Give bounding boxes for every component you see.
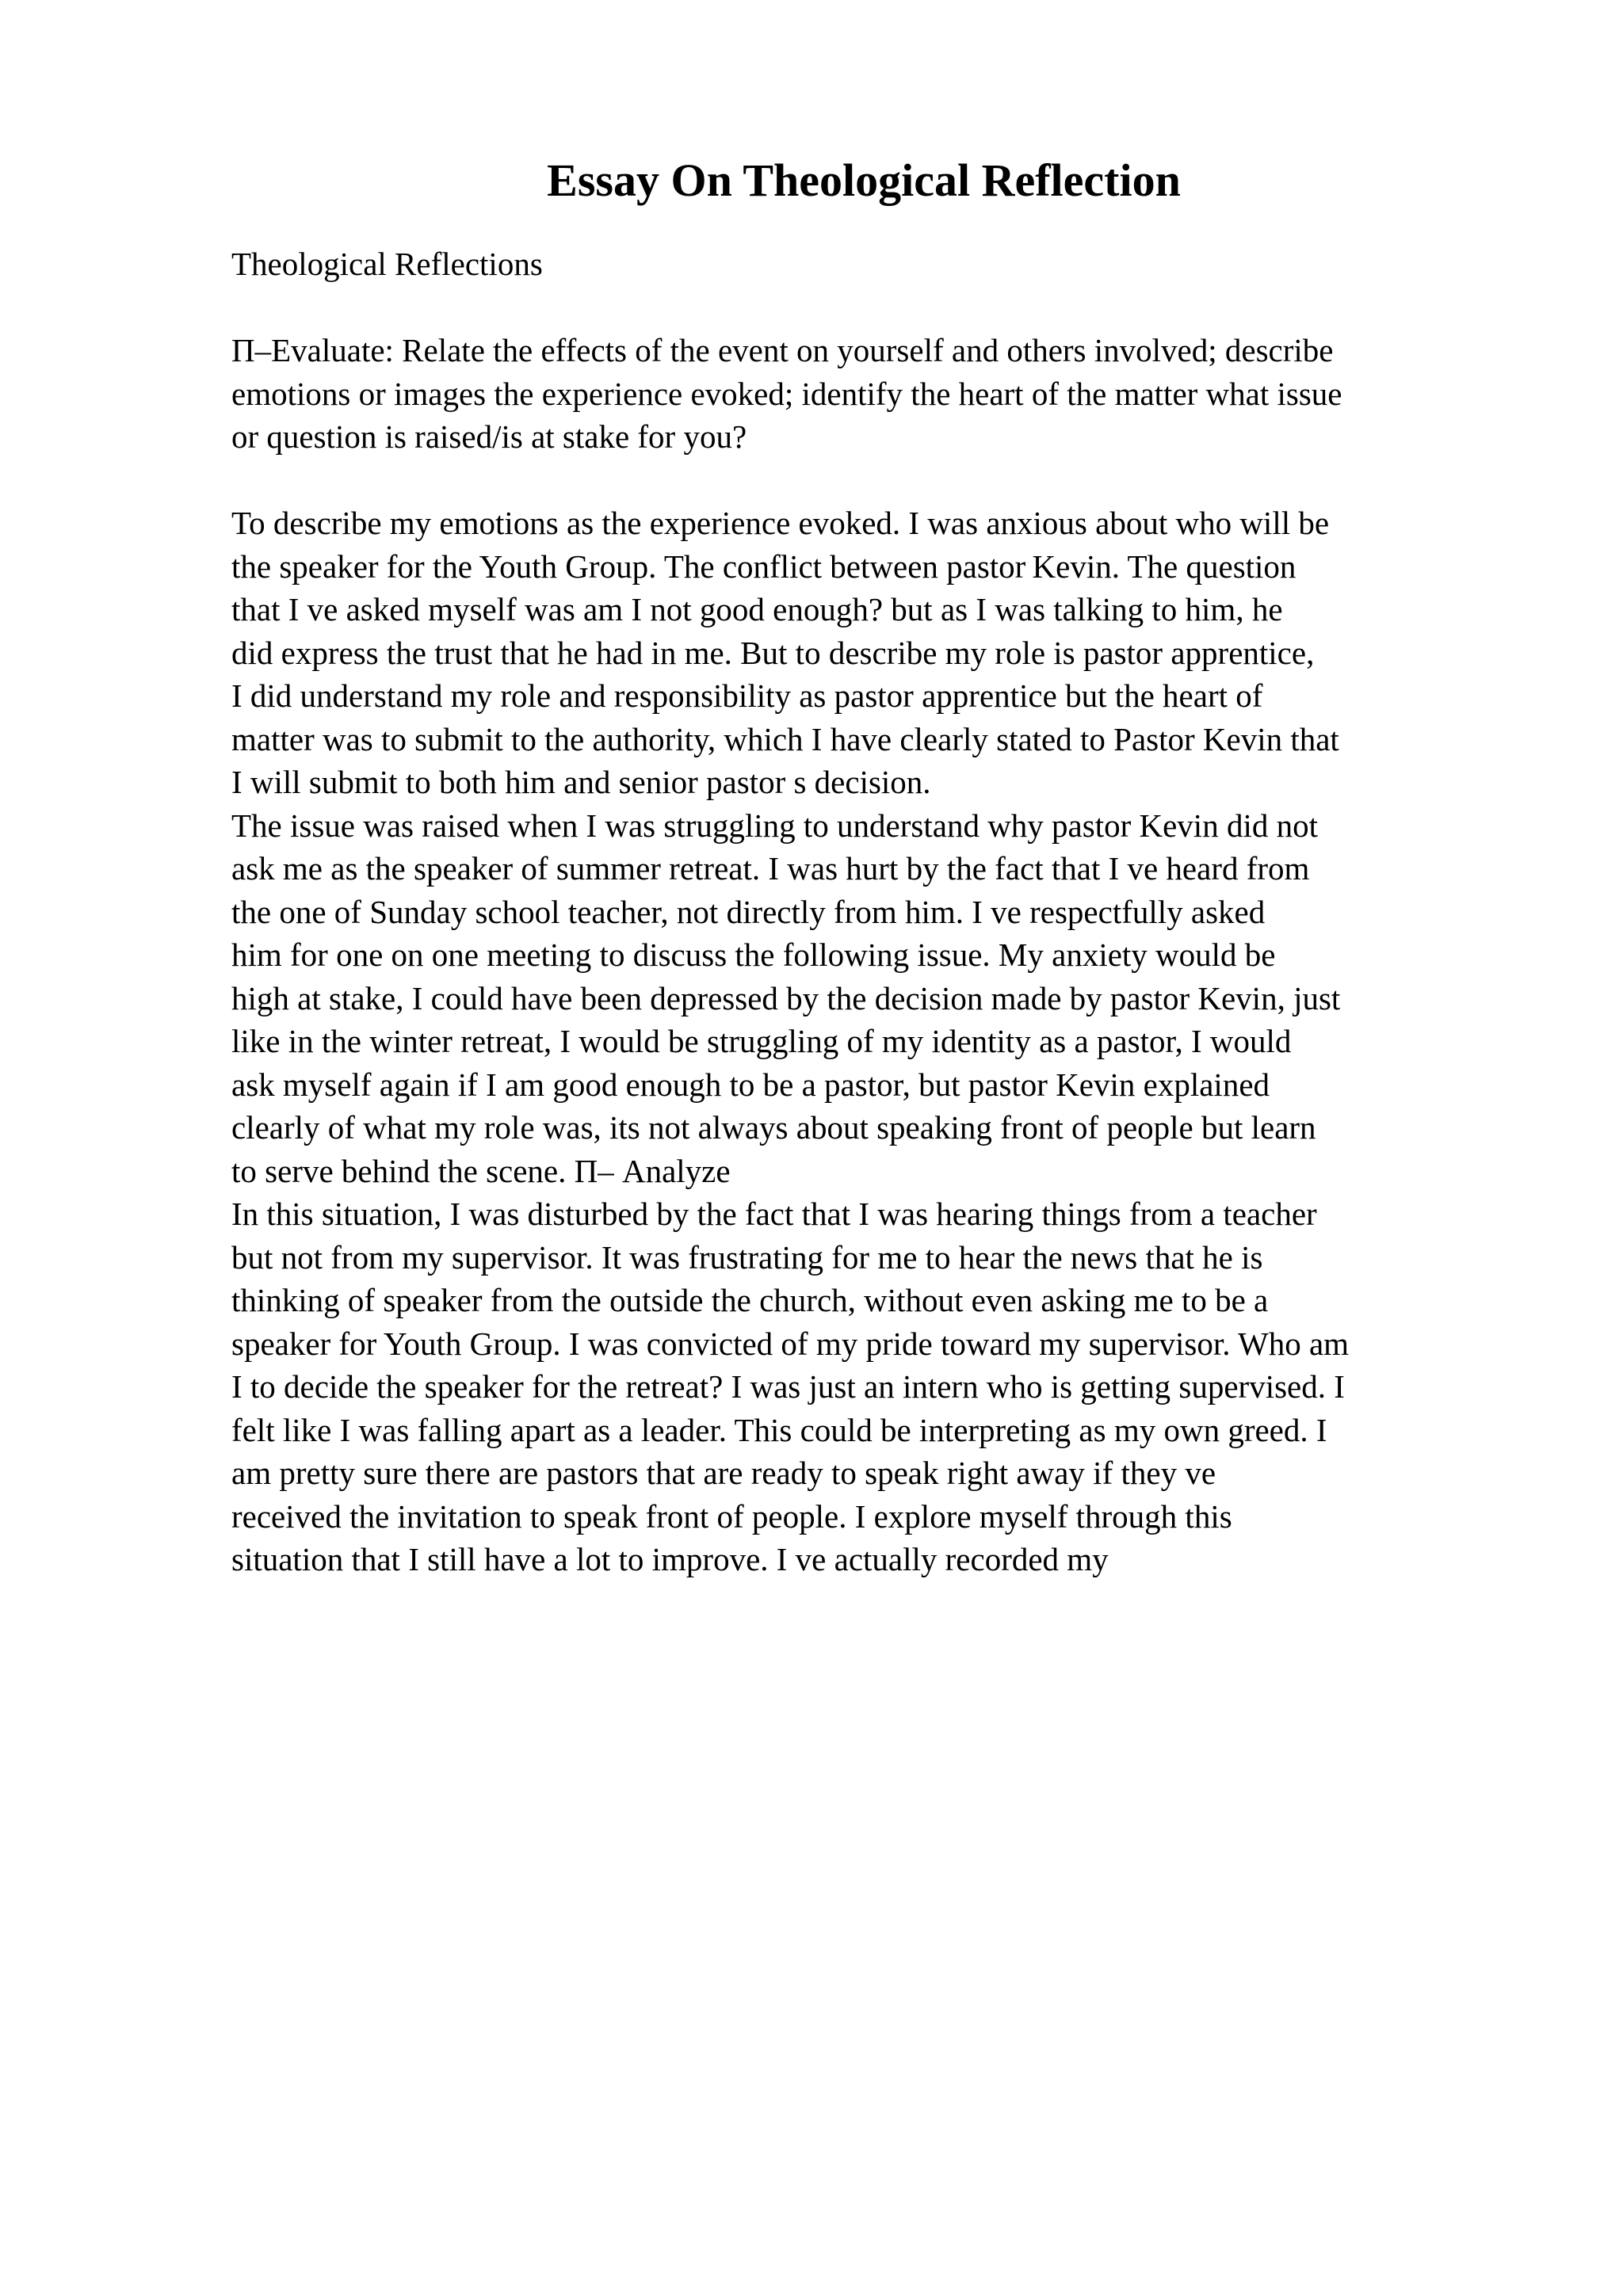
text-line: high at stake, I could have been depressed by the decision made by pastor Kevin, just (231, 979, 1341, 1016)
text-line: or question is raised/is at stake for you? (231, 418, 747, 455)
text-line: speaker for Youth Group. I was convicted of my pride toward my supervisor. Who am (231, 1325, 1350, 1362)
text-line: Π–Evaluate: Relate the effects of the event on yourself and others involved; describe (231, 332, 1334, 368)
text-line: but not from my supervisor. It was frustrating for me to hear the news that he is (231, 1238, 1263, 1276)
text-line: did express the trust that he had in me. But to describe my role is pastor apprentice, (231, 634, 1315, 671)
paragraph-3 (231, 1192, 1623, 1581)
text-line: the one of Sunday school teacher, not directly from him. I ve respectfully asked (231, 893, 1266, 930)
text-line: I to decide the speaker for the retreat? I was just an intern who is getting supervised. I (231, 1368, 1345, 1405)
text-line: like in the winter retreat, I would be struggling of my identity as a pastor, I would (231, 1023, 1292, 1059)
text-line: To describe my emotions as the experience evoked. I was anxious about who will be (231, 505, 1330, 541)
text-line: felt like I was falling apart as a leader. This could be interpreting as my own greed. I (231, 1411, 1327, 1448)
text-line: matter was to submit to the authority, which I have clearly stated to Pastor Kevin that (231, 720, 1339, 757)
text-line: I did understand my role and responsibility as pastor apprentice but the heart of (231, 677, 1263, 714)
text-line: the speaker for the Youth Group. The conflict between pastor Kevin. The question (231, 547, 1296, 585)
text-line: emotions or images the experience evoked; identify the heart of the matter what issue (231, 375, 1342, 412)
section-heading: Theological Reflections (231, 246, 543, 282)
text-line: received the invitation to speak front of people. I explore myself through this (231, 1497, 1232, 1535)
text-line: I will submit to both him and senior pastor s decision. (231, 764, 931, 800)
document-body (231, 242, 1623, 1581)
paragraph-spacer (231, 286, 1623, 330)
paragraph-1 (231, 502, 1623, 804)
text-line: am pretty sure there are pastors that are ready to speak right away if they ve (231, 1455, 1216, 1491)
paragraph-2 (231, 804, 1623, 1193)
text-line: The issue was raised when I was struggling to understand why pastor Kevin did not (231, 807, 1318, 844)
text-line: ask myself again if I am good enough to be a pastor, but pastor Kevin explained (231, 1066, 1270, 1103)
paragraph-spacer (231, 459, 1623, 502)
text-line: to serve behind the scene. Π– Analyze (231, 1152, 731, 1189)
text-line: situation that I still have a lot to improve. I ve actually recorded my (231, 1541, 1109, 1577)
document-title: Essay On Theological Reflection (547, 154, 1181, 206)
text-line: thinking of speaker from the outside the church, without even asking me to be a (231, 1282, 1269, 1318)
text-line: him for one on one meeting to discuss the following issue. My anxiety would be (231, 936, 1276, 973)
text-line: In this situation, I was disturbed by the fact that I was hearing things from a teacher (231, 1196, 1317, 1232)
text-line: clearly of what my role was, its not always about speaking front of people but learn (231, 1109, 1316, 1146)
text-line: ask me as the speaker of summer retreat. I was hurt by the fact that I ve heard from (231, 850, 1310, 887)
text-line: that I ve asked myself was am I not good enough? but as I was talking to him, he (231, 591, 1283, 627)
prompt-paragraph (231, 329, 1623, 459)
